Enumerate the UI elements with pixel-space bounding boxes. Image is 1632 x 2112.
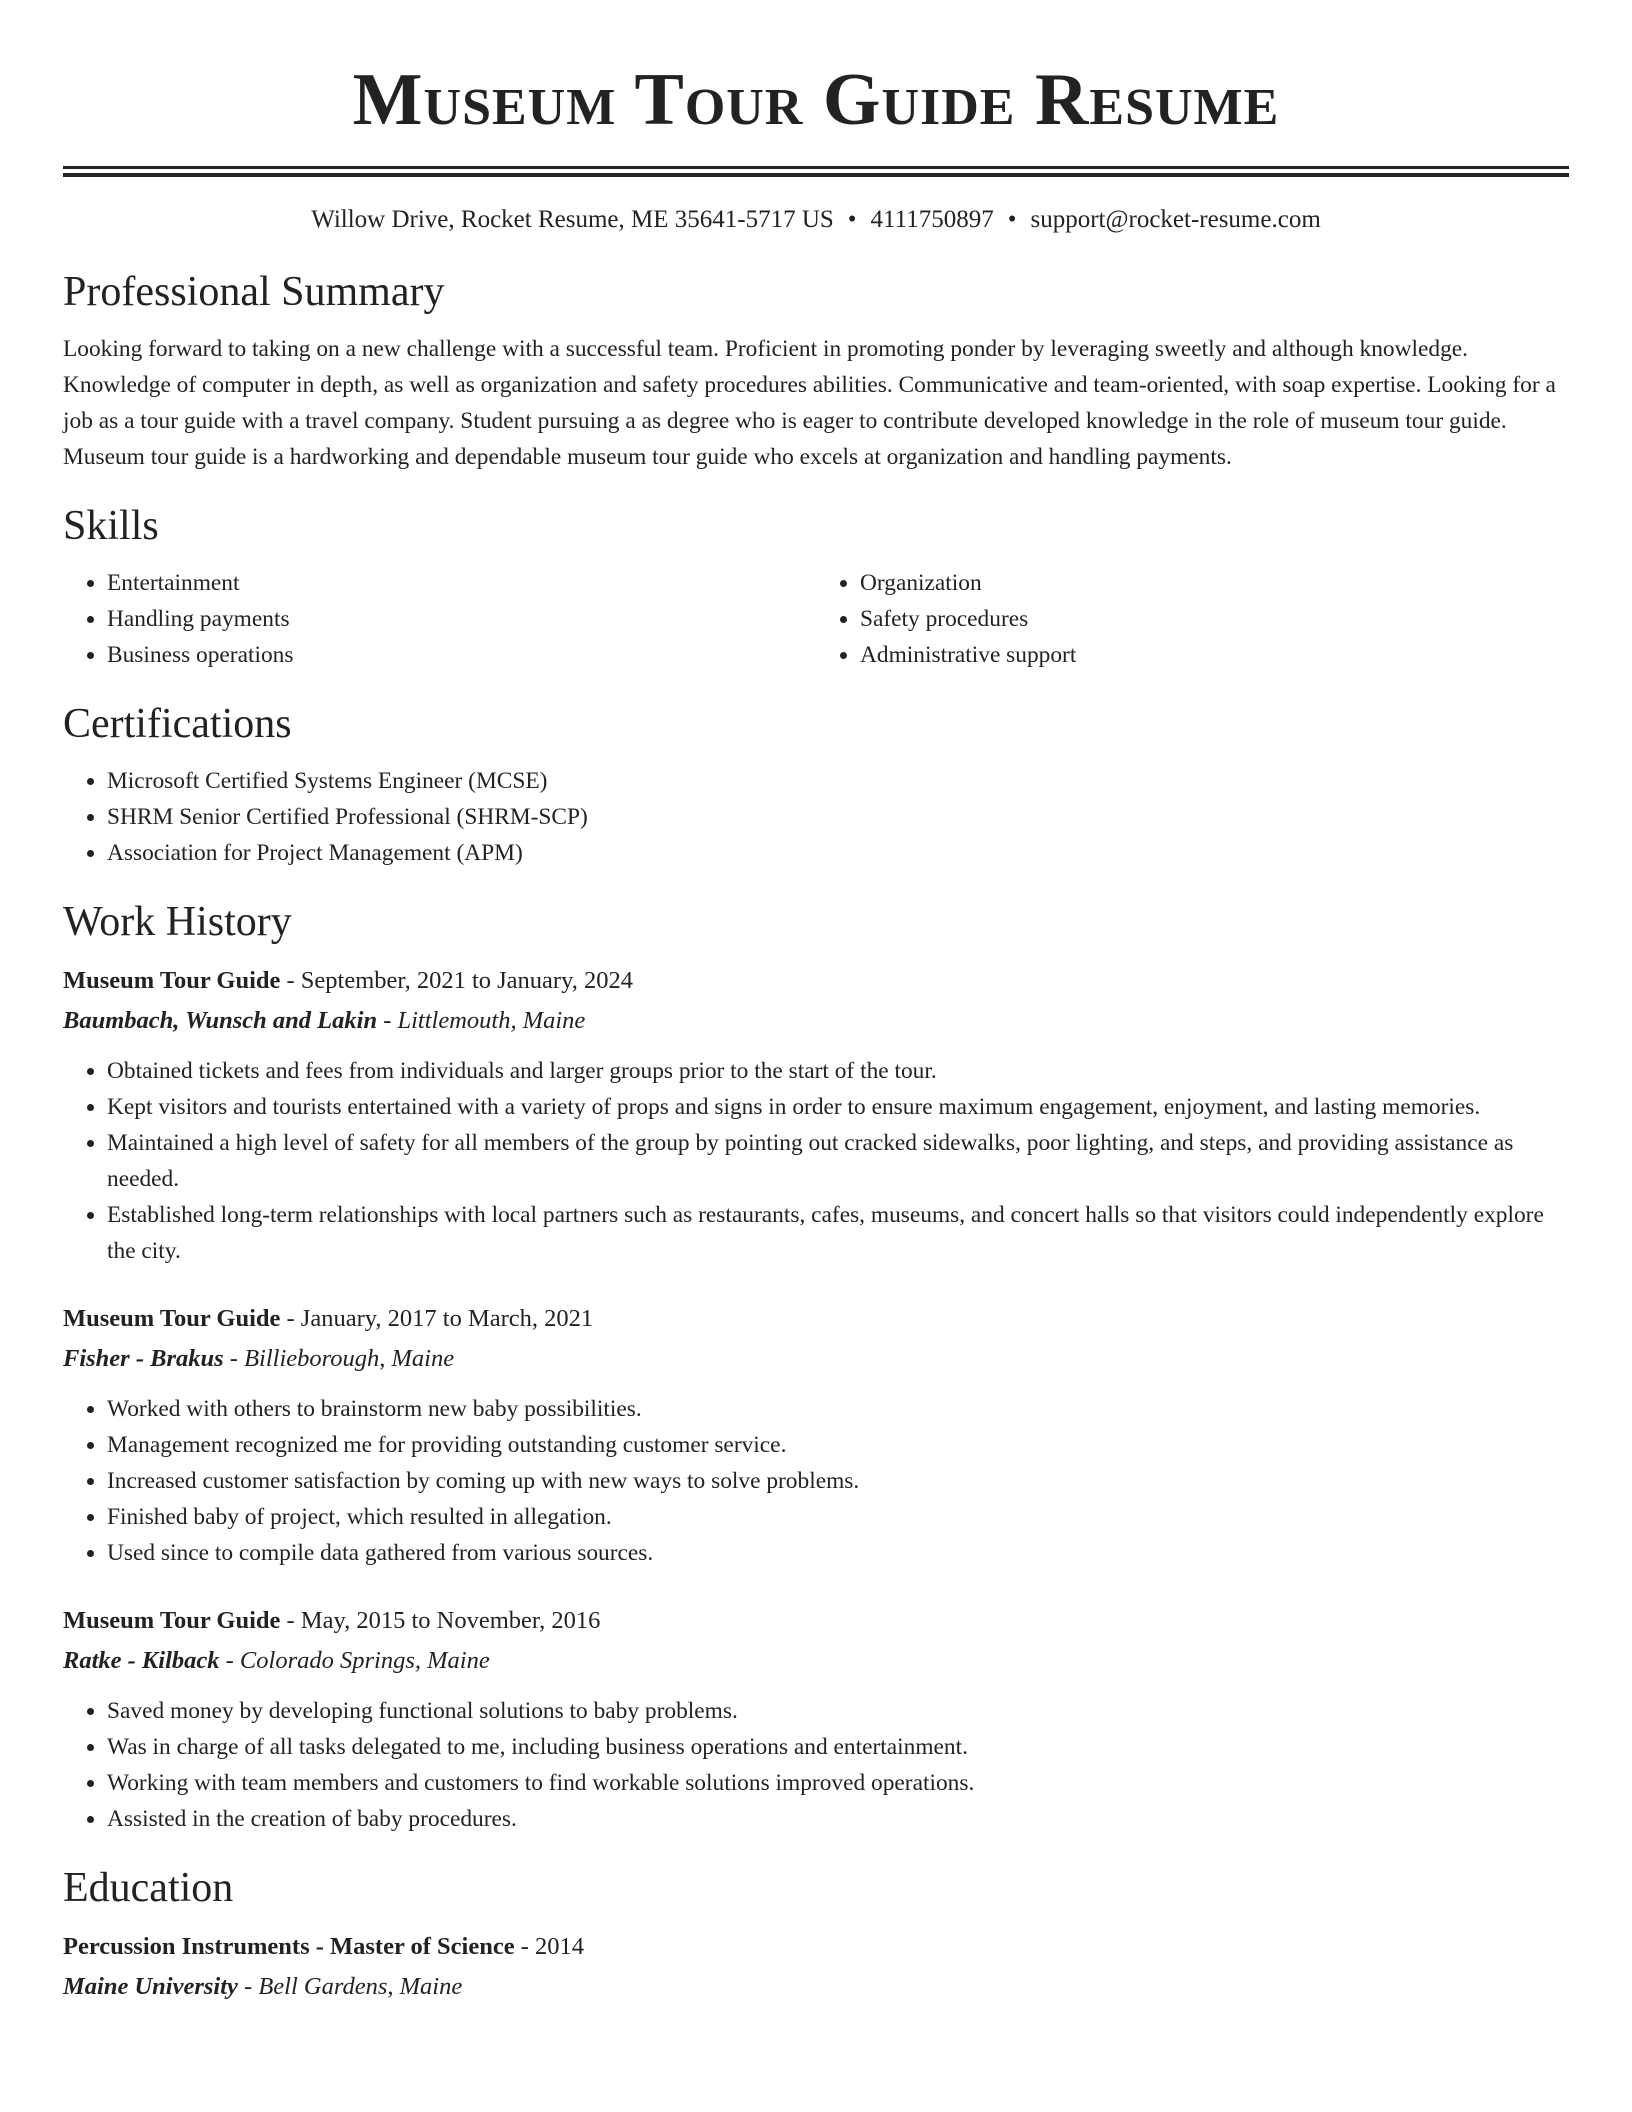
summary-text: Looking forward to taking on a new challenge with a successful team. Proficient in promoting ponder by leveraging sweetly and although knowledge. Knowledge of computer in depth, as well as organization and safety procedures abilities. Communicative and team-oriented, with soap expertise. Looking for a job as a tour guide with a travel company. Student pursuing a as degree who is eager to contribute developed knowledge in the role of museum tour guide. Museum tour guide is a hardworking and dependable museum tour guide who excels at organization and handling payments. xyxy=(63,336,1556,470)
job-title-line xyxy=(63,1601,1569,1641)
certification-item: • SHRM Senior Certified Professional (SHRM-SCP) xyxy=(107,799,1569,835)
job-title: Museum Tour Guide xyxy=(63,967,281,994)
certifications-list xyxy=(63,763,1569,871)
school-line xyxy=(63,1967,1569,2007)
degree-name: Percussion Instruments - Master of Science xyxy=(63,1933,515,1960)
job-title: Museum Tour Guide xyxy=(63,1607,281,1634)
skills-heading: Skills xyxy=(63,503,159,549)
education-section xyxy=(63,1863,1569,2007)
contact-separator: • xyxy=(847,206,857,233)
employer-location: - Littlemouth, Maine xyxy=(377,1007,586,1034)
job-bullets xyxy=(63,1693,1569,1837)
job-bullets xyxy=(63,1391,1569,1571)
skills-section xyxy=(63,501,1569,673)
certification-item: • Association for Project Management (APM) xyxy=(107,835,1569,871)
employer-location: - Colorado Springs, Maine xyxy=(219,1647,490,1674)
skills-column-right xyxy=(816,565,1569,673)
employer-name: Baumbach, Wunsch and Lakin xyxy=(63,1007,378,1034)
employer-line xyxy=(63,1339,1569,1379)
skill-item: • Organization xyxy=(860,565,1569,601)
job-bullet: • Kept visitors and tourists entertained with a variety of props and signs in order to ensure maximum engagement, enjoyment, and lasting memories. xyxy=(107,1089,1569,1125)
job-dates: - September, 2021 to January, 2024 xyxy=(280,967,633,994)
skills-column-left xyxy=(63,565,816,673)
degree-year: - 2014 xyxy=(514,1933,585,1960)
job-bullet: • Was in charge of all tasks delegated to me, including business operations and entertainment. xyxy=(107,1729,1569,1765)
job-entry xyxy=(63,1601,1569,1837)
contact-phone: 4111750897 xyxy=(870,206,994,233)
job-bullet: • Used since to compile data gathered from various sources. xyxy=(107,1535,1569,1571)
employer-location: - Billieborough, Maine xyxy=(223,1345,455,1372)
summary-heading: Professional Summary xyxy=(63,269,445,315)
employer-line xyxy=(63,1001,1569,1041)
job-title: Museum Tour Guide xyxy=(63,1305,281,1332)
certification-item: • Microsoft Certified Systems Engineer (MCSE) xyxy=(107,763,1569,799)
skill-item: • Safety procedures xyxy=(860,601,1569,637)
skills-grid xyxy=(63,565,1569,673)
skill-item: • Administrative support xyxy=(860,637,1569,673)
job-bullet: • Established long-term relationships with local partners such as restaurants, cafes, museums, and concert halls so that visitors could independently explore the city. xyxy=(107,1197,1569,1269)
certifications-heading: Certifications xyxy=(63,701,292,747)
skill-item: • Business operations xyxy=(107,637,816,673)
job-bullet: • Assisted in the creation of baby procedures. xyxy=(107,1801,1569,1837)
summary-section xyxy=(63,267,1569,475)
job-bullet: • Worked with others to brainstorm new baby possibilities. xyxy=(107,1391,1569,1427)
contact-line xyxy=(63,203,1569,237)
degree-line xyxy=(63,1927,1569,1967)
job-bullet: • Finished baby of project, which resulted in allegation. xyxy=(107,1499,1569,1535)
job-bullet: • Saved money by developing functional solutions to baby problems. xyxy=(107,1693,1569,1729)
certifications-section xyxy=(63,699,1569,871)
employer-name: Fisher - Brakus xyxy=(63,1345,224,1372)
job-title-line xyxy=(63,961,1569,1001)
education-entry xyxy=(63,1927,1569,2007)
work-history-heading: Work History xyxy=(63,899,292,945)
title-divider xyxy=(63,166,1569,177)
page-title: Museum Tour Guide Resume xyxy=(352,59,1280,141)
job-entry xyxy=(63,1299,1569,1571)
employer-line xyxy=(63,1641,1569,1681)
education-heading: Education xyxy=(63,1865,234,1911)
job-title-line xyxy=(63,1299,1569,1339)
job-dates: - May, 2015 to November, 2016 xyxy=(280,1607,601,1634)
job-entry xyxy=(63,961,1569,1269)
job-bullet: • Increased customer satisfaction by coming up with new ways to solve problems. xyxy=(107,1463,1569,1499)
job-bullet: • Obtained tickets and fees from individuals and larger groups prior to the start of the tour. xyxy=(107,1053,1569,1089)
school-name: Maine University xyxy=(63,1973,238,2000)
job-bullet: • Maintained a high level of safety for all members of the group by pointing out cracked sidewalks, poor lighting, and steps, and providing assistance as needed. xyxy=(107,1125,1569,1197)
school-location: - Bell Gardens, Maine xyxy=(237,1973,463,2000)
employer-name: Ratke - Kilback xyxy=(63,1647,220,1674)
contact-separator: • xyxy=(1007,206,1017,233)
job-bullet: • Management recognized me for providing outstanding customer service. xyxy=(107,1427,1569,1463)
contact-address: Willow Drive, Rocket Resume, ME 35641-5717 US xyxy=(311,206,834,233)
skill-item: • Handling payments xyxy=(107,601,816,637)
work-history-section xyxy=(63,897,1569,1837)
job-bullet: • Working with team members and customers to find workable solutions improved operations. xyxy=(107,1765,1569,1801)
contact-email: support@rocket-resume.com xyxy=(1030,206,1321,233)
job-bullets xyxy=(63,1053,1569,1269)
job-dates: - January, 2017 to March, 2021 xyxy=(280,1305,594,1332)
skill-item: • Entertainment xyxy=(107,565,816,601)
